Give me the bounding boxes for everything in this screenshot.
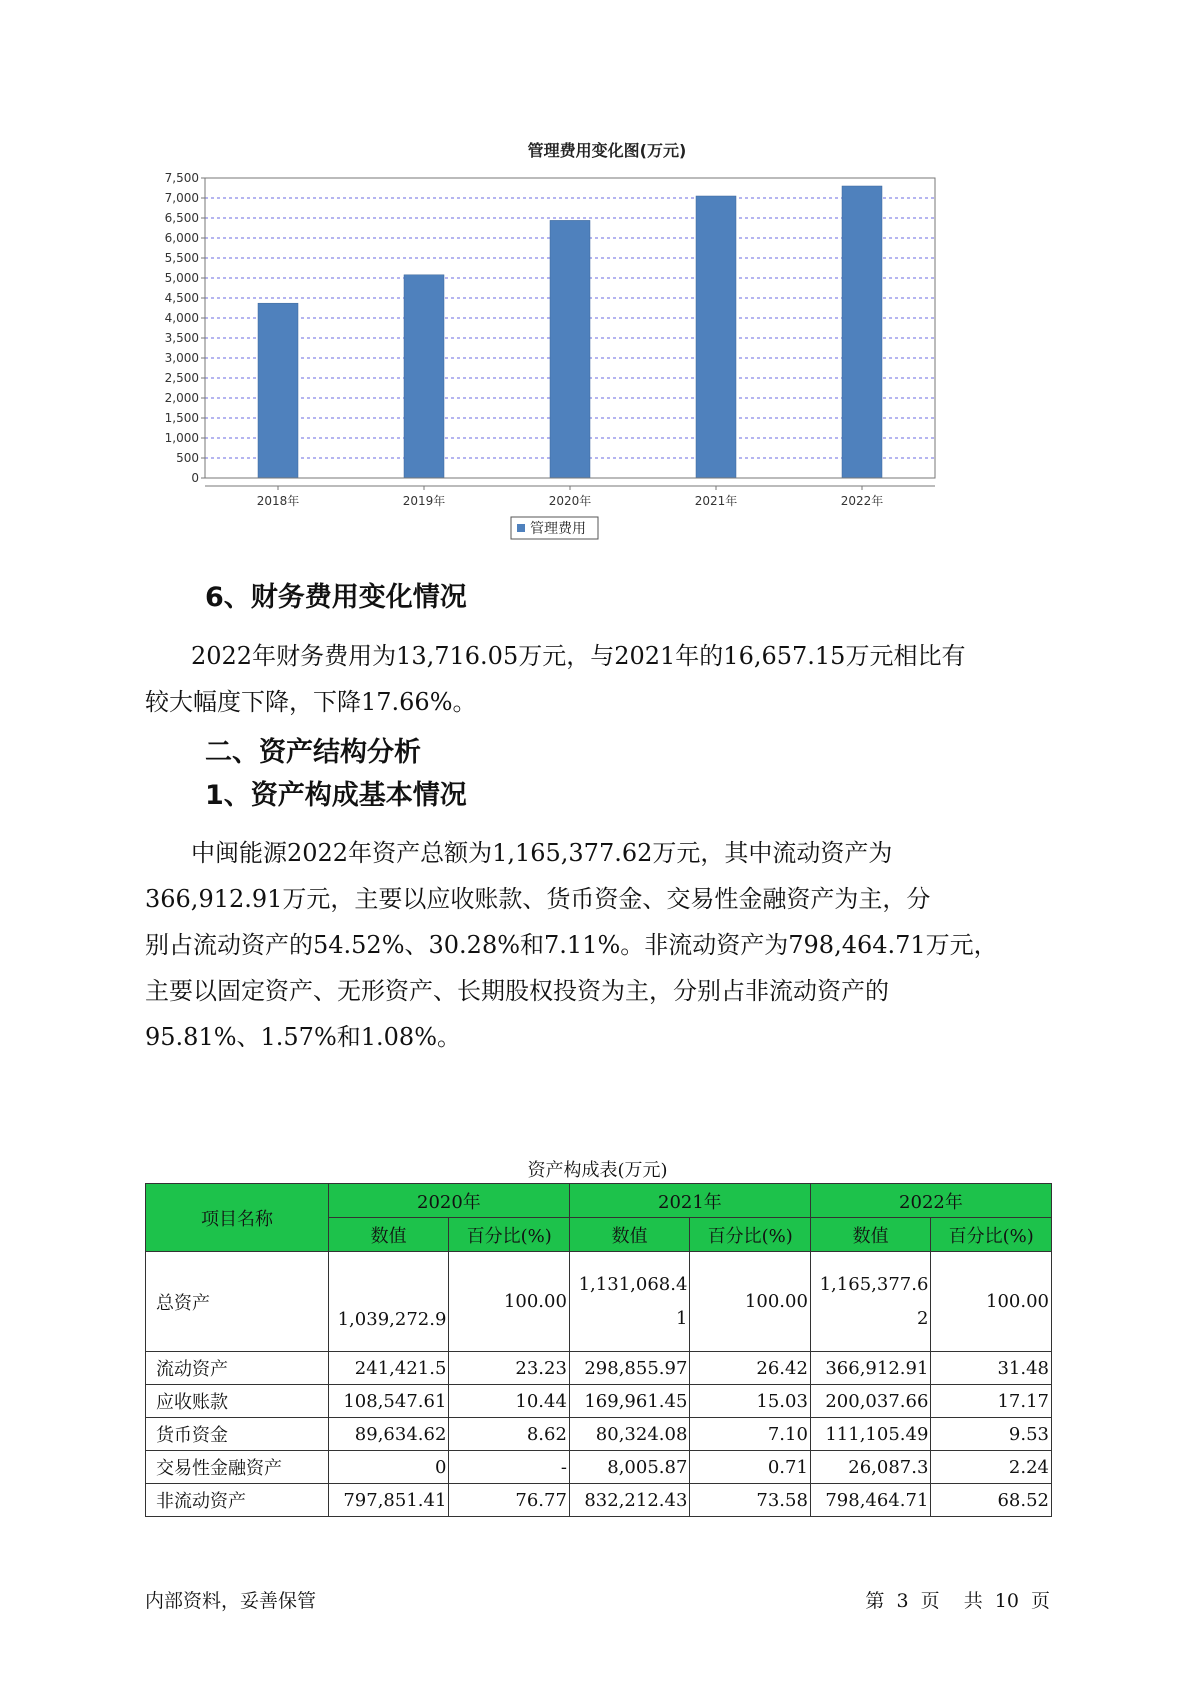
chart-bar	[404, 275, 444, 478]
y-tick-label: 5,500	[164, 251, 199, 265]
paragraph-line: 中闽能源2022年资产总额为1,165,377.62万元，其中流动资产为	[191, 839, 893, 867]
legend-swatch	[517, 524, 525, 532]
finance-expense-paragraph	[145, 633, 1050, 725]
cell-value: 0	[328, 1451, 449, 1484]
x-tick-label: 2022年	[840, 494, 884, 508]
cell-percent: 0.71	[690, 1451, 811, 1484]
y-tick-label: 6,000	[164, 231, 199, 245]
row-name: 货币资金	[146, 1418, 329, 1451]
chart-x-ticks	[205, 486, 935, 508]
x-tick-label: 2019年	[402, 494, 446, 508]
section-heading-asset-structure: 二、资产结构分析	[205, 737, 421, 768]
cell-percent: 100.00	[931, 1252, 1052, 1352]
cell-percent: -	[449, 1451, 570, 1484]
cell-percent: 2.24	[931, 1451, 1052, 1484]
x-tick-label: 2020年	[548, 494, 592, 508]
table-row	[146, 1418, 1052, 1451]
header-value: 数值	[328, 1218, 449, 1252]
header-percent: 百分比(%)	[931, 1218, 1052, 1252]
paragraph-line: 较大幅度下降，下降17.66%。	[145, 688, 477, 716]
paragraph-line: 366,912.91万元，主要以应收账款、货币资金、交易性金融资产为主，分	[145, 885, 931, 913]
table-row	[146, 1385, 1052, 1418]
chart-legend	[511, 517, 598, 539]
asset-composition-paragraph	[145, 830, 1050, 1060]
x-tick-label: 2018年	[256, 494, 300, 508]
cell-value: 798,464.71	[810, 1484, 931, 1517]
y-tick-label: 2,000	[164, 391, 199, 405]
y-tick-label: 5,000	[164, 271, 199, 285]
y-tick-label: 0	[191, 471, 199, 485]
chart-bar	[258, 303, 298, 478]
table-row	[146, 1252, 1052, 1352]
footer-page-unit: 页	[920, 1590, 940, 1612]
chart-title: 管理费用变化图(万元)	[527, 141, 687, 160]
cell-percent: 15.03	[690, 1385, 811, 1418]
paragraph-line: 95.81%、1.57%和1.08%。	[145, 1023, 461, 1051]
paragraph-line: 别占流动资产的54.52%、30.28%和7.11%。非流动资产为798,464.71万元，	[145, 931, 998, 959]
cell-percent: 31.48	[931, 1352, 1052, 1385]
cell-value: 111,105.49	[810, 1418, 931, 1451]
cell-percent: 17.17	[931, 1385, 1052, 1418]
asset-composition-table	[145, 1183, 1052, 1517]
cell-percent: 73.58	[690, 1484, 811, 1517]
chart-bars	[258, 186, 882, 478]
y-tick-label: 3,500	[164, 331, 199, 345]
y-tick-label: 3,000	[164, 351, 199, 365]
x-tick-label: 2021年	[694, 494, 738, 508]
paragraph-line: 主要以固定资产、无形资产、长期股权投资为主，分别占非流动资产的	[145, 977, 889, 1005]
cell-percent: 8.62	[449, 1418, 570, 1451]
y-tick-label: 2,500	[164, 371, 199, 385]
table-row	[146, 1451, 1052, 1484]
cell-percent: 23.23	[449, 1352, 570, 1385]
header-percent: 百分比(%)	[449, 1218, 570, 1252]
y-tick-label: 1,500	[164, 411, 199, 425]
row-name: 流动资产	[146, 1352, 329, 1385]
y-tick-label: 1,000	[164, 431, 199, 445]
table-row	[146, 1352, 1052, 1385]
chart-y-ticks	[165, 171, 205, 485]
chart-bar	[842, 186, 882, 478]
footer-page-prefix: 第	[865, 1590, 885, 1612]
header-year: 2020年	[328, 1184, 569, 1218]
row-name: 应收账款	[146, 1385, 329, 1418]
cell-percent: 68.52	[931, 1484, 1052, 1517]
table-row	[146, 1484, 1052, 1517]
header-item-name: 项目名称	[146, 1184, 329, 1252]
header-year: 2022年	[810, 1184, 1051, 1218]
cell-percent: 10.44	[449, 1385, 570, 1418]
cell-value: 1,131,068.41	[569, 1252, 690, 1352]
cell-value: 832,212.43	[569, 1484, 690, 1517]
cell-value: 80,324.08	[569, 1418, 690, 1451]
cell-value: 169,961.45	[569, 1385, 690, 1418]
row-name: 总资产	[146, 1252, 329, 1352]
y-tick-label: 4,500	[164, 291, 199, 305]
row-name: 非流动资产	[146, 1484, 329, 1517]
cell-percent: 9.53	[931, 1418, 1052, 1451]
y-tick-label: 7,500	[164, 171, 199, 185]
cell-value: 298,855.97	[569, 1352, 690, 1385]
cell-value: 89,634.62	[328, 1418, 449, 1451]
row-name: 交易性金融资产	[146, 1451, 329, 1484]
section-heading-finance-expense: 6、财务费用变化情况	[205, 582, 467, 613]
y-tick-label: 4,000	[164, 311, 199, 325]
header-value: 数值	[810, 1218, 931, 1252]
cell-percent: 100.00	[449, 1252, 570, 1352]
y-tick-label: 6,500	[164, 211, 199, 225]
cell-value: 108,547.61	[328, 1385, 449, 1418]
cell-value: 8,005.87	[569, 1451, 690, 1484]
y-tick-label: 500	[176, 451, 199, 465]
cell-value: 1,039,272.9	[328, 1252, 449, 1352]
cell-value: 26,087.3	[810, 1451, 931, 1484]
header-value: 数值	[569, 1218, 690, 1252]
cell-percent: 76.77	[449, 1484, 570, 1517]
footer-total-prefix: 共	[963, 1590, 983, 1612]
header-year: 2021年	[569, 1184, 810, 1218]
chart-canvas	[150, 135, 1030, 595]
header-percent: 百分比(%)	[690, 1218, 811, 1252]
management-expense-chart	[150, 135, 1030, 595]
cell-percent: 26.42	[690, 1352, 811, 1385]
cell-value: 1,165,377.62	[810, 1252, 931, 1352]
footer-confidential-note: 内部资料，妥善保管	[145, 1590, 317, 1612]
footer-total-unit: 页	[1030, 1590, 1050, 1612]
legend-label: 管理费用	[530, 521, 586, 537]
cell-percent: 100.00	[690, 1252, 811, 1352]
section-heading-asset-composition: 1、资产构成基本情况	[205, 780, 467, 811]
cell-percent: 7.10	[690, 1418, 811, 1451]
footer-page-number	[859, 1586, 1050, 1613]
cell-value: 241,421.5	[328, 1352, 449, 1385]
footer-page-num: 3	[896, 1590, 909, 1612]
cell-value: 366,912.91	[810, 1352, 931, 1385]
cell-value: 200,037.66	[810, 1385, 931, 1418]
chart-bar	[550, 220, 590, 478]
chart-bar	[696, 196, 736, 478]
paragraph-line: 2022年财务费用为13,716.05万元，与2021年的16,657.15万元相比有	[191, 642, 966, 670]
cell-value: 797,851.41	[328, 1484, 449, 1517]
footer-total-num: 10	[994, 1590, 1019, 1612]
table-caption: 资产构成表(万元)	[527, 1160, 668, 1181]
y-tick-label: 7,000	[164, 191, 199, 205]
